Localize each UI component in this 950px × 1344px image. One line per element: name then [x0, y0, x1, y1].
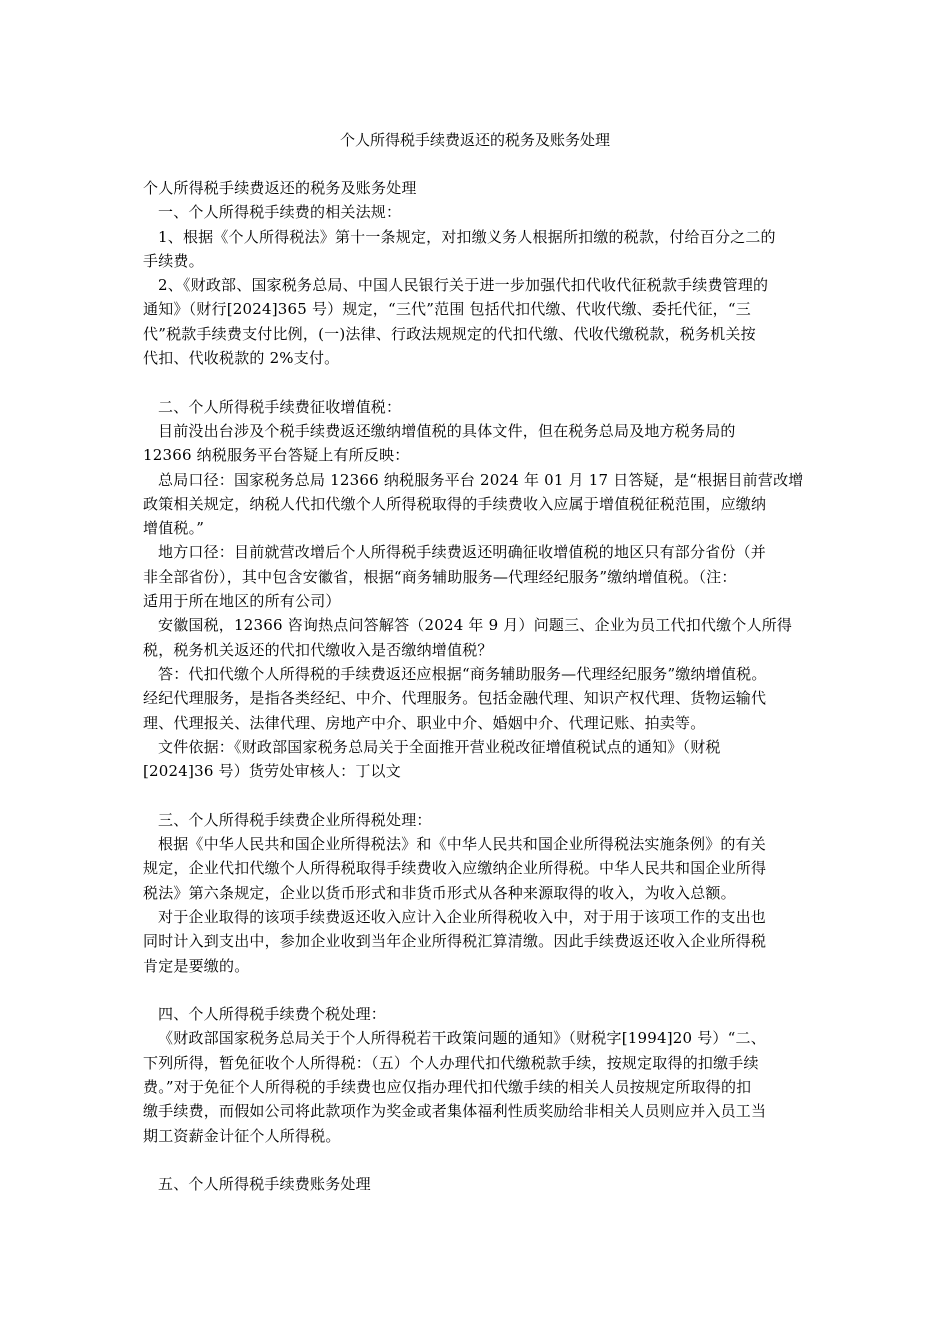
paragraph — [143, 905, 810, 978]
paragraph-line: 12366 纳税服务平台答疑上有所反映： — [143, 446, 410, 465]
paragraph-line: 非全部省份），其中包含安徽省，根据“商务辅助服务—代理经纪服务”缴纳增值税。（注： — [143, 567, 737, 586]
paragraph-line: 2、《财政部、国家税务总局、中国人民银行关于进一步加强代扣代收代征税款手续费管理的 — [158, 276, 769, 295]
body-title: 个人所得税手续费返还的税务及账务处理 — [143, 179, 417, 197]
paragraph-line: [2024]36 号）货劳处审核人：丁以文 — [143, 762, 401, 781]
paragraph-line: 代”税款手续费支付比例，(一)法律、行政法规规定的代扣代缴、代收代缴税款，税务机关按 — [143, 324, 756, 343]
paragraph-line: 税，税务机关返还的代扣代缴收入是否缴纳增值税？ — [143, 640, 493, 659]
paragraph-line: 经纪代理服务，是指各类经纪、中介、代理服务。包括金融代理、知识产权代理、货物运输代 — [143, 689, 767, 708]
paragraph-line: 期工资薪金计征个人所得税。 — [143, 1126, 341, 1145]
section-spacer — [143, 783, 810, 807]
paragraph-line: 适用于所在地区的所有公司） — [143, 592, 341, 611]
paragraph-line: 下列所得，暂免征收个人所得税：（五）个人办理代扣代缴税款手续，按规定取得的扣缴手续 — [143, 1053, 759, 1072]
paragraph-line: 缴手续费，而假如公司将此款项作为奖金或者集体福利性质奖励给非相关人员则应并入员工当 — [143, 1102, 767, 1121]
paragraph-line: 增值税。” — [143, 519, 205, 538]
section-heading: 三、个人所得税手续费企业所得税处理： — [158, 810, 432, 829]
paragraph — [143, 662, 810, 735]
paragraph-line: 根据《中华人民共和国企业所得税法》和《中华人民共和国企业所得税法实施条例》的有关 — [158, 835, 767, 854]
section-spacer — [143, 978, 810, 1002]
section-heading: 五、个人所得税手续费账务处理 — [158, 1175, 371, 1194]
paragraph — [143, 832, 810, 905]
paragraph-line: 文件依据：《财政部国家税务总局关于全面推开营业税改征增值税试点的通知》（财税 — [158, 737, 721, 756]
document-body — [143, 176, 810, 1196]
paragraph — [143, 273, 810, 370]
paragraph-line: 答：代扣代缴个人所得税的手续费返还应根据“商务辅助服务—代理经纪服务”缴纳增值税。 — [158, 664, 767, 683]
paragraph-line: 手续费。 — [143, 251, 204, 270]
paragraph-line: 税法》第六条规定，企业以货币形式和非货币形式从各种来源取得的收入，为收入总额。 — [143, 883, 736, 902]
paragraph-line: 《财政部国家税务总局关于个人所得税若干政策问题的通知》（财税字[1994]20 号）“二、 — [158, 1029, 766, 1048]
section-heading: 四、个人所得税手续费个税处理： — [158, 1005, 387, 1024]
paragraph — [143, 419, 810, 468]
paragraph-line: 目前没出台涉及个税手续费返还缴纳增值税的具体文件，但在税务总局及地方税务局的 — [158, 421, 736, 440]
paragraph-line: 规定，企业代扣代缴个人所得税取得手续费收入应缴纳企业所得税。中华人民共和国企业所得 — [143, 859, 767, 878]
paragraph-line: 地方口径：目前就营改增后个人所得税手续费返还明确征收增值税的地区只有部分省份（并 — [158, 543, 767, 562]
paragraph-line: 同时计入到支出中，参加企业收到当年企业所得税汇算清缴。因此手续费返还收入企业所得税 — [143, 932, 767, 951]
document-title: 个人所得税手续费返还的税务及账务处理 — [339, 131, 610, 149]
section-heading: 一、个人所得税手续费的相关法规： — [158, 203, 402, 222]
paragraph-line: 政策相关规定，纳税人代扣代缴个人所得税取得的手续费收入应属于增值税征税范围，应缴纳 — [143, 494, 767, 513]
paragraph-line: 通知》（财行[2024]365 号）规定，“三代”范围 包括代扣代缴、代收代缴、委托代征，“三 — [143, 300, 751, 319]
paragraph-line: 对于企业取得的该项手续费返还收入应计入企业所得税收入中，对于用于该项工作的支出也 — [158, 907, 767, 926]
section-spacer — [143, 1148, 810, 1172]
paragraph-line: 理、代理报关、法律代理、房地产中介、职业中介、婚姻中介、代理记账、拍卖等。 — [143, 713, 706, 732]
paragraph — [143, 735, 810, 784]
paragraph — [143, 540, 810, 613]
paragraph — [143, 613, 810, 662]
paragraph — [143, 1026, 810, 1147]
paragraph-line: 总局口径：国家税务总局 12366 纳税服务平台 2024 年 01 月 17 日答疑，是“根据目前营改增 — [158, 470, 804, 489]
section-spacer — [143, 370, 810, 394]
paragraph-line: 代扣、代收税款的 2%支付。 — [143, 349, 340, 368]
paragraph-line: 安徽国税，12366 咨询热点问答解答（2024 年 9 月）问题三、企业为员工代扣代缴个人所得 — [158, 616, 793, 635]
paragraph — [143, 468, 810, 541]
paragraph — [143, 225, 810, 274]
paragraph-line: 肯定是要缴的。 — [143, 956, 250, 975]
section-heading: 二、个人所得税手续费征收增值税： — [158, 397, 402, 416]
paragraph-line: 费。”对于免征个人所得税的手续费也应仅指办理代扣代缴手续的相关人员按规定所取得的扣 — [143, 1077, 752, 1096]
paragraph-line: 1、根据《个人所得税法》第十一条规定，对扣缴义务人根据所扣缴的税款，付给百分之二的 — [158, 227, 776, 246]
